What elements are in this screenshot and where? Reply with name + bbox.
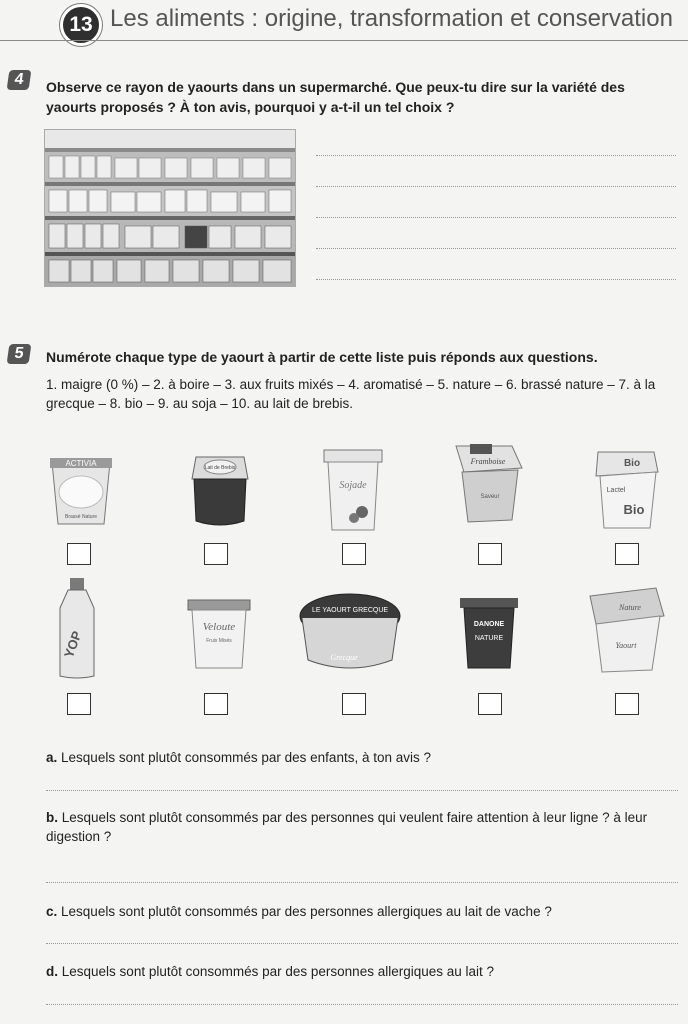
danone-nature-yogurt-image (456, 596, 522, 670)
question-d-letter: d. (46, 964, 58, 979)
nature-lid-text: Nature (619, 603, 641, 612)
answer-line[interactable] (46, 1004, 678, 1005)
bio-body-text: Bio (623, 502, 645, 517)
answer-line[interactable] (46, 943, 678, 944)
activia-yogurt-image (46, 452, 116, 528)
question-a (46, 748, 682, 767)
framboise-brand-text: Framboise (470, 457, 506, 466)
yogurt-number-box-7[interactable] (204, 693, 228, 715)
question-d (46, 962, 682, 981)
bio-yogurt-image (592, 448, 662, 530)
yogurt-number-box-2[interactable] (204, 543, 228, 565)
answer-line[interactable] (316, 155, 676, 156)
lactel-text: Lactel (606, 487, 626, 494)
title-underline (0, 40, 688, 41)
answer-line[interactable] (316, 279, 676, 280)
question-c-letter: c. (46, 904, 58, 919)
veloute-yogurt-image (186, 598, 252, 670)
bio-lid-text: Bio (623, 458, 641, 469)
yogurt-type-list: 1. maigre (0 %) – 2. à boire – 3. aux fruits mixés – 4. aromatisé – 5. nature – 6. brassé nature – 7. à la grecque – 8. bio – 9. au soja – 10. au lait de brebis. (46, 377, 656, 411)
activia-sub-text: Brassé Nature (65, 514, 97, 520)
question-b-letter: b. (46, 810, 58, 825)
framboise-sub-text: Saveur (480, 494, 500, 500)
answer-line[interactable] (316, 248, 676, 249)
page-header (0, 0, 688, 44)
yogurt-number-box-9[interactable] (478, 693, 502, 715)
answer-line[interactable] (316, 186, 676, 187)
chapter-number-badge: 13 (60, 4, 102, 46)
exercise-4-heading: Observe ce rayon de yaourts dans un supermarché. Que peux-tu dire sur la variété des yaourts proposés ? À ton avis, pourquoi y a-t-il un tel choix ? (46, 79, 625, 115)
question-c-text: Lesquels sont plutôt consommés par des personnes allergiques au lait de vache ? (61, 904, 552, 919)
veloute-brand-text: Veloute (202, 621, 236, 633)
question-b-text: Lesquels sont plutôt consommés par des personnes qui veulent faire attention à leur ligne ? à leur digestion ? (46, 810, 648, 844)
veloute-sub-text: Fruix Mixés (206, 638, 232, 644)
page-title: Les aliments : origine, transformation et conservation (110, 5, 673, 32)
drinkable-yogurt-bottle-image (56, 576, 98, 680)
answer-line[interactable] (46, 882, 678, 883)
nature-yogurt-image (586, 586, 666, 674)
question-d-text: Lesquels sont plutôt consommés par des personnes allergiques au lait ? (61, 964, 495, 979)
greek-yogurt-image (298, 590, 402, 674)
sojade-brand-text: Sojade (339, 480, 367, 491)
grecque-lid-text: LE YAOURT GRECQUE (311, 607, 389, 614)
question-b (46, 808, 686, 846)
danone-brand-text: DANONE (473, 621, 505, 628)
glass-jar-yogurt-image (188, 449, 252, 529)
exercise-4-badge: 4 (7, 70, 32, 90)
exercise-5-badge: 5 (7, 344, 32, 364)
activia-brand-text: ACTIVIA (65, 459, 97, 468)
yop-brand-text: YOP (61, 628, 85, 660)
question-a-text: Lesquels sont plutôt consommés par des enfants, à ton avis ? (61, 750, 431, 765)
danone-nature-text: NATURE (474, 635, 504, 642)
yogurt-number-box-8[interactable] (342, 693, 366, 715)
grecque-sub-text: Grecque (330, 653, 358, 662)
question-c (46, 902, 682, 921)
exercise-5-heading: Numérote chaque type de yaourt à partir de cette liste puis réponds aux questions. (46, 349, 598, 365)
answer-line[interactable] (316, 217, 676, 218)
yogurt-number-box-4[interactable] (478, 543, 502, 565)
framboise-yogurt-image (452, 442, 524, 524)
yogurt-number-box-6[interactable] (67, 693, 91, 715)
jar-label-text: Lait de Brebis (204, 465, 236, 471)
yogurt-number-box-5[interactable] (615, 543, 639, 565)
yogurt-number-box-10[interactable] (615, 693, 639, 715)
yogurt-number-box-1[interactable] (67, 543, 91, 565)
supermarket-yogurt-shelf-photo (44, 129, 296, 287)
yogurt-shelf-illustration (45, 130, 295, 286)
question-a-letter: a. (46, 750, 58, 765)
yaourt-text: Yaourt (615, 641, 637, 650)
sojade-yogurt-image (322, 448, 384, 532)
yogurt-number-box-3[interactable] (342, 543, 366, 565)
answer-line[interactable] (46, 790, 678, 791)
